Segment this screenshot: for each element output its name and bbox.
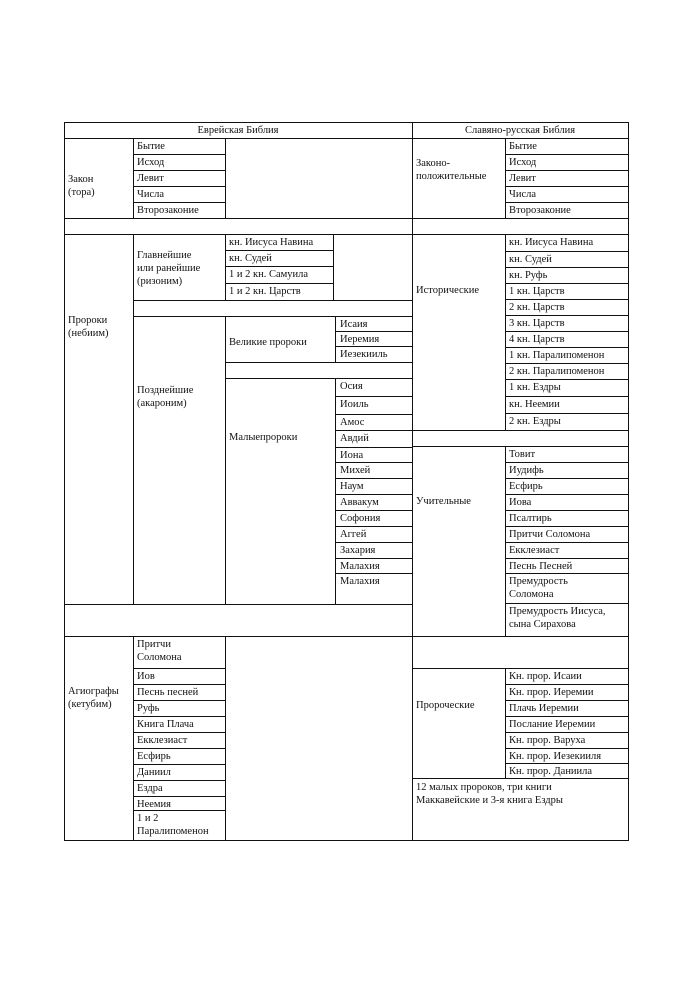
teaching-book: Премудрость Иисуса, сына Сирахова: [509, 606, 606, 630]
minor-prophet-book: Авдий: [340, 433, 369, 444]
teaching-book: Товит: [509, 449, 536, 460]
historical-book: кн. Иисуса Навина: [509, 237, 594, 248]
prophetic-book: Кн. прор. Исаии: [509, 671, 582, 682]
torah-book: Левит: [137, 173, 164, 184]
rule-line: [505, 763, 629, 764]
teaching-book: Премудрость Соломона: [509, 576, 568, 600]
rule-line: [505, 379, 629, 380]
rule-line: [335, 414, 413, 415]
law-book: Второзаконие: [509, 205, 571, 216]
torah-book: Числа: [137, 189, 165, 200]
rule-line: [505, 478, 629, 479]
rule-line: [505, 413, 629, 414]
rule-line: [412, 636, 629, 637]
early-prophets-book: кн. Судей: [229, 253, 272, 264]
rule-line: [335, 478, 413, 479]
rule-line: [335, 331, 413, 332]
rule-line: [335, 378, 336, 605]
historical-book: кн. Неемии: [509, 399, 560, 410]
rule-line: [225, 316, 226, 605]
historical-book: 4 кн. Царств: [509, 334, 565, 345]
minor-prophet-book: Софония: [340, 513, 381, 524]
torah-book: Исход: [137, 157, 165, 168]
rule-line: [505, 299, 629, 300]
ketuvim-book: Руфь: [137, 703, 160, 714]
later-prophets-label: Позднейшие (акароним): [137, 385, 194, 409]
torah-book: Второзаконие: [137, 205, 199, 216]
prophetic-book: Кн. прор. Иезекииля: [509, 751, 602, 762]
torah-label: Закон (тора): [68, 174, 95, 198]
minor-prophet-book: Осия: [340, 381, 363, 392]
rule-line: [64, 138, 629, 139]
rule-line: [505, 684, 629, 685]
teaching-book: Притчи Соломона: [509, 529, 591, 540]
rule-line: [505, 542, 629, 543]
teaching-book: Есфирь: [509, 481, 543, 492]
rule-line: [412, 778, 629, 779]
rule-line: [335, 573, 413, 574]
ketuvim-book: Неемия: [137, 799, 171, 810]
minor-prophet-book: Аггей: [340, 529, 367, 540]
early-prophets-book: 1 и 2 кн. Самуила: [229, 269, 309, 280]
rule-line: [64, 636, 413, 637]
rule-line: [133, 780, 226, 781]
rule-line: [412, 122, 413, 841]
law-book: Числа: [509, 189, 537, 200]
rule-line: [505, 234, 506, 431]
historical-book: кн. Руфь: [509, 270, 548, 281]
rule-line: [64, 218, 413, 219]
minor-prophet-book: Аввакум: [340, 497, 379, 508]
rule-line: [335, 462, 413, 463]
rule-line: [335, 346, 413, 347]
rule-line: [133, 732, 226, 733]
rule-line: [505, 462, 629, 463]
historical-book: 1 кн. Царств: [509, 286, 565, 297]
rule-line: [133, 796, 226, 797]
rule-line: [505, 347, 629, 348]
major-prophet-book: Иезекииль: [340, 349, 388, 360]
minor-prophet-book: Малахия: [340, 561, 380, 572]
minor-prophet-book: Михей: [340, 465, 371, 476]
ketuvim-book: 1 и 2 Паралипоменон: [137, 813, 209, 837]
rule-line: [505, 494, 629, 495]
rule-line: [505, 558, 629, 559]
historical-book: 2 кн. Паралипоменон: [509, 366, 605, 377]
rule-line: [505, 170, 629, 171]
teaching-book: Екклезиаст: [509, 545, 560, 556]
rule-line: [412, 668, 629, 669]
minor-prophet-book: Иона: [340, 450, 364, 461]
rule-line: [133, 316, 413, 317]
major-prophet-book: Исаия: [340, 319, 368, 330]
minor-prophet-book: Иоиль: [340, 399, 369, 410]
historical-books-label: Исторические: [416, 285, 480, 296]
rule-line: [505, 510, 629, 511]
teaching-books-label: Учительные: [416, 496, 471, 507]
ketuvim-book: Иов: [137, 671, 155, 682]
law-book: Бытие: [509, 141, 537, 152]
rule-line: [412, 218, 629, 219]
minor-prophet-book: Захария: [340, 545, 376, 556]
historical-book: кн. Судей: [509, 254, 552, 265]
rule-line: [133, 748, 226, 749]
law-books-label: Законо- положительные: [416, 158, 487, 182]
rule-line: [505, 331, 629, 332]
rule-line: [412, 430, 629, 431]
rule-line: [628, 122, 629, 841]
rule-line: [505, 315, 629, 316]
rule-line: [225, 362, 413, 363]
rule-line: [133, 154, 226, 155]
rule-line: [133, 700, 226, 701]
teaching-book: Псалтирь: [509, 513, 552, 524]
rule-line: [64, 234, 413, 235]
minor-prophet-book: Амос: [340, 417, 365, 428]
rule-line: [225, 138, 226, 219]
rule-line: [133, 716, 226, 717]
prophets-label: Пророки (небиим): [68, 315, 109, 339]
rule-line: [133, 234, 134, 605]
prophetic-books-label: Пророческие: [416, 700, 475, 711]
historical-book: 1 кн. Ездры: [509, 382, 561, 393]
rule-line: [505, 716, 629, 717]
rule-line: [335, 396, 413, 397]
historical-book: 2 кн. Царств: [509, 302, 565, 313]
rule-line: [133, 186, 226, 187]
rule-line: [505, 154, 629, 155]
rule-line: [225, 234, 226, 301]
law-book: Левит: [509, 173, 536, 184]
prophetic-book: Кн. прор. Иеремии: [509, 687, 594, 698]
additional-books-note: 12 малых пророков, три книги Маккавейские и 3-я книга Ездры: [416, 782, 563, 806]
rule-line: [64, 840, 629, 841]
rule-line: [505, 202, 629, 203]
rule-line: [335, 510, 413, 511]
rule-line: [225, 266, 334, 267]
rule-line: [505, 526, 629, 527]
ketuvim-book: Есфирь: [137, 751, 171, 762]
rule-line: [335, 447, 413, 448]
rule-line: [505, 363, 629, 364]
major-prophet-book: Иеремия: [340, 334, 380, 345]
prophetic-book: Плачь Иеремии: [509, 703, 579, 714]
minor-prophet-book: Малахия: [340, 576, 380, 587]
rule-line: [505, 283, 629, 284]
rule-line: [505, 700, 629, 701]
ketuvim-book: Песнь песней: [137, 687, 199, 698]
rule-line: [133, 138, 134, 219]
early-prophets-book: 1 и 2 кн. Царств: [229, 286, 301, 297]
rule-line: [133, 668, 226, 669]
hebrew-bible-header: Еврейская Библия: [197, 125, 279, 136]
rule-line: [335, 542, 413, 543]
rule-line: [64, 122, 65, 841]
historical-book: 2 кн. Ездры: [509, 416, 561, 427]
early-prophets-book: кн. Иисуса Навина: [229, 237, 314, 248]
rule-line: [225, 283, 334, 284]
rule-line: [505, 732, 629, 733]
historical-book: 1 кн. Паралипоменон: [509, 350, 605, 361]
rule-line: [505, 251, 629, 252]
teaching-book: Иудифь: [509, 465, 544, 476]
teaching-book: Иова: [509, 497, 532, 508]
minor-prophets-label: Малыепророки: [229, 432, 298, 443]
rule-line: [133, 764, 226, 765]
rule-line: [505, 603, 629, 604]
prophetic-book: Кн. прор. Варуха: [509, 735, 586, 746]
minor-prophet-book: Наум: [340, 481, 364, 492]
rule-line: [412, 234, 629, 235]
ketuvim-label: Агиографы (кетубим): [68, 686, 119, 710]
torah-book: Бытие: [137, 141, 165, 152]
teaching-book: Песнь Песней: [509, 561, 573, 572]
rule-line: [505, 138, 506, 219]
ketuvim-book: Екклезиаст: [137, 735, 188, 746]
rule-line: [505, 186, 629, 187]
rule-line: [335, 494, 413, 495]
rule-line: [64, 604, 413, 605]
rule-line: [133, 170, 226, 171]
prophetic-book: Кн. прор. Даниила: [509, 766, 593, 777]
rule-line: [133, 684, 226, 685]
rule-line: [505, 396, 629, 397]
rule-line: [335, 316, 336, 363]
rule-line: [505, 267, 629, 268]
rule-line: [335, 430, 413, 431]
slavonic-bible-header: Славяно-русская Библия: [464, 125, 576, 136]
ketuvim-book: Даниил: [137, 767, 171, 778]
rule-line: [412, 446, 629, 447]
rule-line: [133, 300, 413, 301]
rule-line: [225, 378, 413, 379]
rule-line: [133, 202, 226, 203]
major-prophets-label: Великие пророки: [229, 337, 307, 348]
historical-book: 3 кн. Царств: [509, 318, 565, 329]
rule-line: [225, 250, 334, 251]
law-book: Исход: [509, 157, 537, 168]
rule-line: [505, 573, 629, 574]
rule-line: [505, 748, 629, 749]
ketuvim-book: Ездра: [137, 783, 163, 794]
rule-line: [64, 122, 629, 123]
rule-line: [335, 526, 413, 527]
early-prophets-label: Главнейшие или ранейшие (ризоним): [137, 250, 201, 287]
ketuvim-book: Притчи Соломона: [137, 639, 182, 663]
ketuvim-book: Книга Плача: [137, 719, 194, 730]
rule-line: [333, 234, 334, 301]
rule-line: [335, 558, 413, 559]
prophetic-book: Послание Иеремии: [509, 719, 596, 730]
